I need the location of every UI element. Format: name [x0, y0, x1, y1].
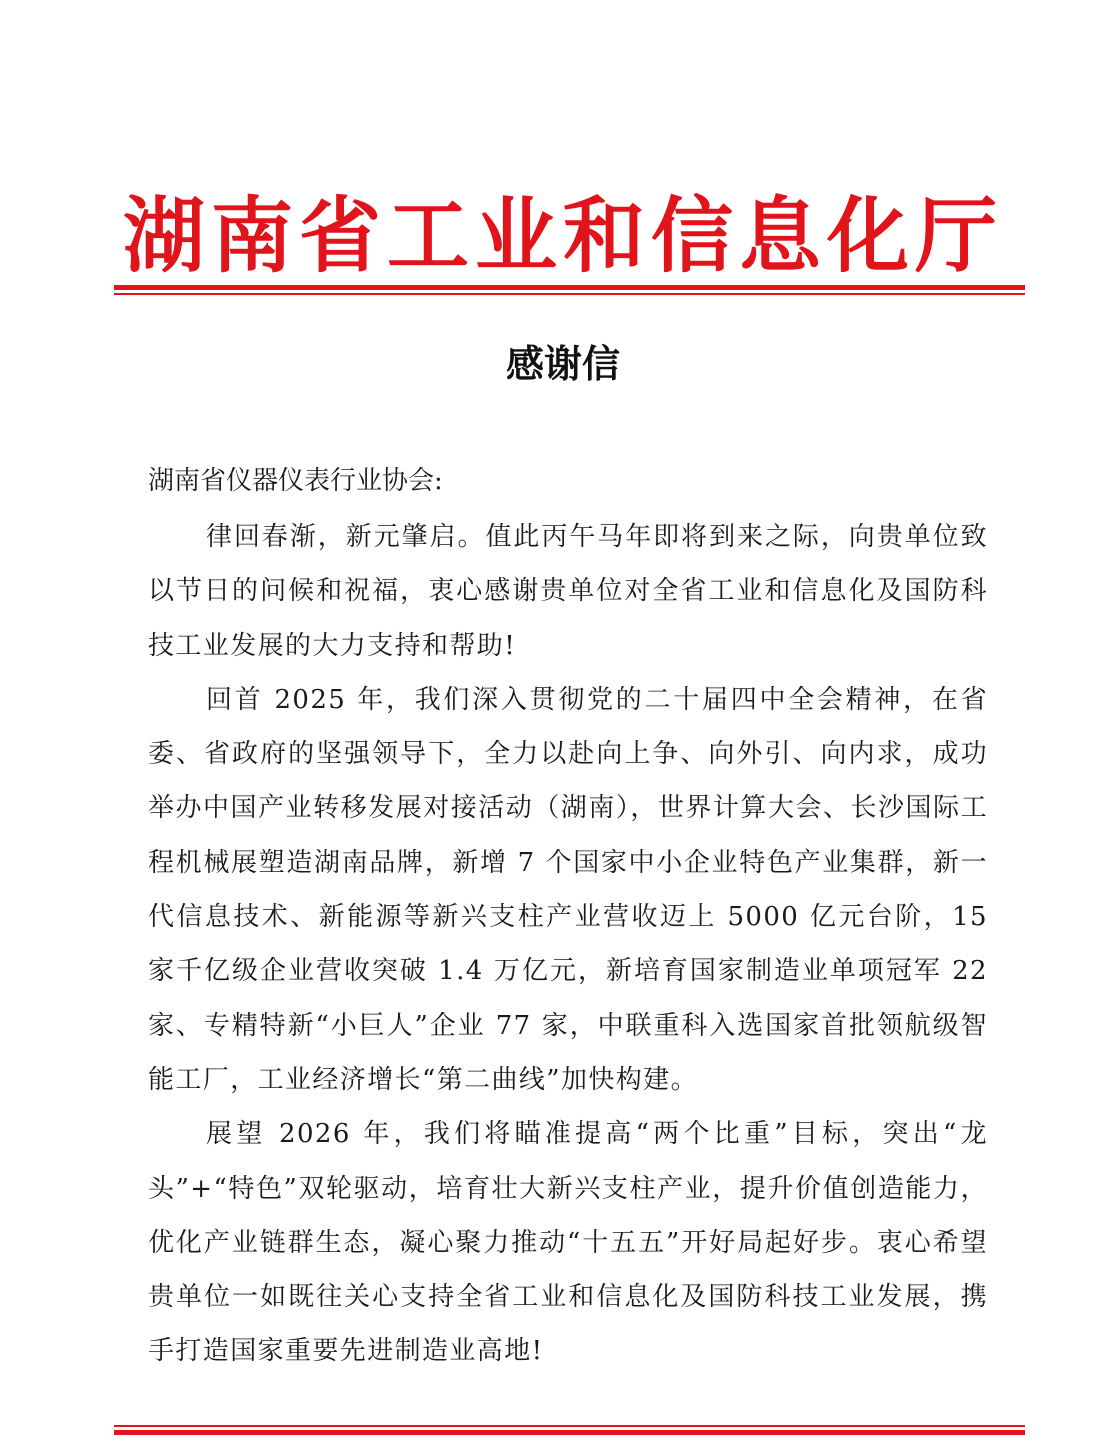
letter-paragraph: 律回春渐，新元肇启。值此丙午马年即将到来之际，向贵单位致以节日的问候和祝福，衷心感谢贵单位对全省工业和信息化及国防科技工业发展的大力支持和帮助! — [148, 522, 988, 661]
masthead-org-name: 湖南省工业和信息化厅 — [122, 188, 1003, 284]
letter-body — [148, 510, 988, 1379]
letter-title: 感谢信 — [505, 341, 620, 386]
footer-divider — [114, 1425, 1025, 1435]
divider-thick-line — [114, 1430, 1025, 1435]
letter-paragraph: 回首 2025 年，我们深入贯彻党的二十届四中全会精神，在省委、省政府的坚强领导下，全力以赴向上争、向外引、向内求，成功举办中国产业转移发展对接活动（湖南），世界计算大会、长沙国际工程机械展塑造湖南品牌，新增 7 个国家中小企业特色产业集群，新一代信息技术、新能源等新兴支柱产业营收迈上 5000 亿元台阶，15 家千亿级企业营收突破 1.4 万亿元，新培育国家制造业单项冠军 22 家、专精特新“小巨人”企业 77 家，中联重科入选国家首批领航级智能工厂，工业经济增长“第二曲线”加快构建。 — [148, 684, 988, 1095]
divider-thin-line — [114, 293, 1025, 295]
masthead-divider — [114, 285, 1025, 295]
letter-paragraph: 展望 2026 年，我们将瞄准提高“两个比重”目标，突出“龙头”+“特色”双轮驱动，培育壮大新兴支柱产业，提升价值创造能力，优化产业链群生态，凝心聚力推动“十五五”开好局起好步。衷心希望贵单位一如既往关心支持全省工业和信息化及国防科技工业发展，携手打造国家重要先进制造业高地! — [148, 1119, 988, 1367]
letter-salutation: 湖南省仪器仪表行业协会: — [148, 466, 443, 496]
